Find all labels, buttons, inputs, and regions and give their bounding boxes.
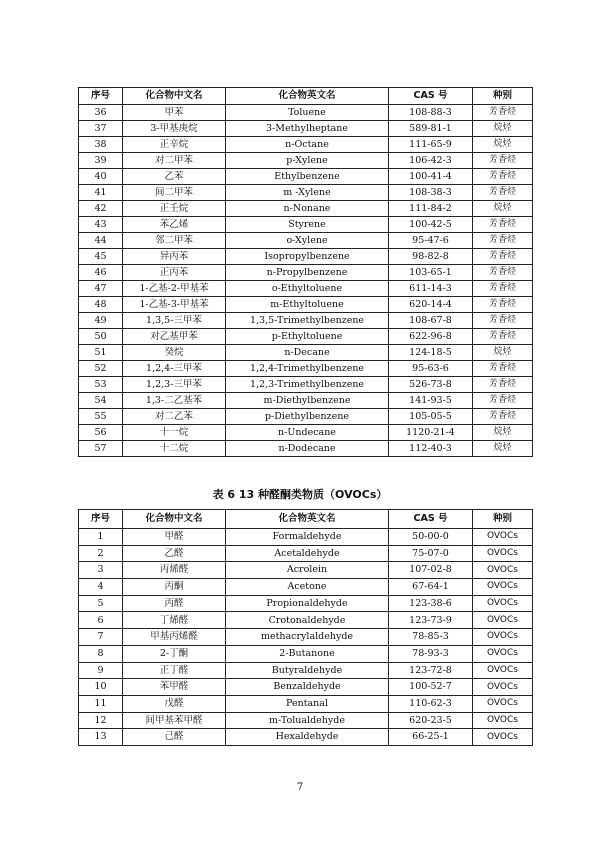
table-row xyxy=(79,137,533,153)
cell-category: 烷烃 xyxy=(473,425,533,441)
cell-english-name: Ethylbenzene xyxy=(226,169,389,185)
cell-chinese-name: 丙醛 xyxy=(123,595,226,612)
table-row xyxy=(79,233,533,249)
cell-english-name: Toluene xyxy=(226,105,389,121)
cell-chinese-name: 正丙苯 xyxy=(123,265,226,281)
cell-cas-number: 100-52-7 xyxy=(389,679,473,696)
cell-category: OVOCs xyxy=(473,562,533,579)
cell-category: 芳香烃 xyxy=(473,169,533,185)
cell-cas-number: 100-42-5 xyxy=(389,217,473,233)
table-row xyxy=(79,313,533,329)
cell-cas-number: 103-65-1 xyxy=(389,265,473,281)
cell-category: 烷烃 xyxy=(473,201,533,217)
cell-chinese-name: 乙苯 xyxy=(123,169,226,185)
cell-index: 40 xyxy=(79,169,123,185)
cell-category: 芳香烃 xyxy=(473,297,533,313)
cell-index: 1 xyxy=(79,529,123,546)
cell-category: 芳香烃 xyxy=(473,153,533,169)
cell-category: 芳香烃 xyxy=(473,393,533,409)
cell-chinese-name: 正丁醛 xyxy=(123,662,226,679)
cell-english-name: n-Octane xyxy=(226,137,389,153)
cell-chinese-name: 甲基丙烯醛 xyxy=(123,629,226,646)
cell-english-name: n-Nonane xyxy=(226,201,389,217)
cell-index: 42 xyxy=(79,201,123,217)
cell-cas-number: 611-14-3 xyxy=(389,281,473,297)
cell-cas-number: 66-25-1 xyxy=(389,729,473,746)
table-row xyxy=(79,217,533,233)
cell-chinese-name: 甲苯 xyxy=(123,105,226,121)
cell-category: 芳香烃 xyxy=(473,409,533,425)
cell-index: 9 xyxy=(79,662,123,679)
cell-index: 4 xyxy=(79,579,123,596)
cell-english-name: Acetaldehyde xyxy=(226,545,389,562)
page-number: 7 xyxy=(296,782,304,793)
cell-category: 芳香烃 xyxy=(473,377,533,393)
header-index: 序号 xyxy=(79,88,123,105)
cell-index: 7 xyxy=(79,629,123,646)
cell-index: 54 xyxy=(79,393,123,409)
cell-chinese-name: 3-甲基庚烷 xyxy=(123,121,226,137)
cell-cas-number: 123-73-9 xyxy=(389,612,473,629)
table-row xyxy=(79,265,533,281)
table-row xyxy=(79,579,533,596)
cell-english-name: Acrolein xyxy=(226,562,389,579)
cell-category: OVOCs xyxy=(473,545,533,562)
cell-category: 芳香烃 xyxy=(473,105,533,121)
cell-cas-number: 123-72-8 xyxy=(389,662,473,679)
cell-english-name: Formaldehyde xyxy=(226,529,389,546)
cell-english-name: methacrylaldehyde xyxy=(226,629,389,646)
cell-index: 50 xyxy=(79,329,123,345)
cell-index: 48 xyxy=(79,297,123,313)
cell-category: OVOCs xyxy=(473,695,533,712)
cell-index: 56 xyxy=(79,425,123,441)
cell-category: OVOCs xyxy=(473,595,533,612)
cell-cas-number: 123-38-6 xyxy=(389,595,473,612)
cell-index: 52 xyxy=(79,361,123,377)
cell-cas-number: 141-93-5 xyxy=(389,393,473,409)
cell-english-name: Hexaldehyde xyxy=(226,729,389,746)
table-header-row xyxy=(79,88,533,105)
cell-cas-number: 622-96-8 xyxy=(389,329,473,345)
cell-english-name: Pentanal xyxy=(226,695,389,712)
cell-cas-number: 106-42-3 xyxy=(389,153,473,169)
table-row xyxy=(79,409,533,425)
cell-cas-number: 108-67-8 xyxy=(389,313,473,329)
cell-english-name: 1,2,4-Trimethylbenzene xyxy=(226,361,389,377)
table-header-row xyxy=(79,510,533,529)
cell-chinese-name: 1-乙基-2-甲基苯 xyxy=(123,281,226,297)
cell-english-name: Isopropylbenzene xyxy=(226,249,389,265)
table-row xyxy=(79,529,533,546)
header-english-name: 化合物英文名 xyxy=(226,510,389,529)
table-row xyxy=(79,595,533,612)
cell-index: 8 xyxy=(79,645,123,662)
cell-chinese-name: 正壬烷 xyxy=(123,201,226,217)
cell-english-name: Butyraldehyde xyxy=(226,662,389,679)
table-row xyxy=(79,281,533,297)
header-cas-number: CAS 号 xyxy=(389,510,473,529)
cell-index: 53 xyxy=(79,377,123,393)
cell-category: 芳香烃 xyxy=(473,217,533,233)
cell-english-name: n-Undecane xyxy=(226,425,389,441)
cell-english-name: 3-Methylheptane xyxy=(226,121,389,137)
cell-chinese-name: 丙酮 xyxy=(123,579,226,596)
cell-cas-number: 620-23-5 xyxy=(389,712,473,729)
cell-chinese-name: 对二甲苯 xyxy=(123,153,226,169)
cell-chinese-name: 1,2,3-三甲苯 xyxy=(123,377,226,393)
cell-index: 43 xyxy=(79,217,123,233)
cell-cas-number: 1120-21-4 xyxy=(389,425,473,441)
table-row xyxy=(79,185,533,201)
ovocs-table xyxy=(78,509,533,746)
table-row xyxy=(79,121,533,137)
table-row xyxy=(79,712,533,729)
cell-index: 57 xyxy=(79,441,123,457)
cell-chinese-name: 乙醛 xyxy=(123,545,226,562)
cell-chinese-name: 甲醛 xyxy=(123,529,226,546)
cell-cas-number: 100-41-4 xyxy=(389,169,473,185)
cell-cas-number: 50-00-0 xyxy=(389,529,473,546)
table-row xyxy=(79,695,533,712)
cell-category: 烷烃 xyxy=(473,441,533,457)
cell-cas-number: 124-18-5 xyxy=(389,345,473,361)
cell-category: 芳香烃 xyxy=(473,361,533,377)
cell-cas-number: 111-65-9 xyxy=(389,137,473,153)
cell-chinese-name: 苯乙烯 xyxy=(123,217,226,233)
cell-category: 芳香烃 xyxy=(473,265,533,281)
cell-chinese-name: 间甲基苯甲醛 xyxy=(123,712,226,729)
cell-index: 47 xyxy=(79,281,123,297)
cell-chinese-name: 丁烯醛 xyxy=(123,612,226,629)
compound-table-continued xyxy=(78,87,533,457)
cell-index: 2 xyxy=(79,545,123,562)
table-row xyxy=(79,612,533,629)
cell-chinese-name: 间二甲苯 xyxy=(123,185,226,201)
cell-english-name: m -Xylene xyxy=(226,185,389,201)
header-chinese-name: 化合物中文名 xyxy=(123,510,226,529)
cell-index: 39 xyxy=(79,153,123,169)
cell-chinese-name: 1,2,4-三甲苯 xyxy=(123,361,226,377)
table-row xyxy=(79,645,533,662)
cell-chinese-name: 对乙基甲苯 xyxy=(123,329,226,345)
cell-english-name: p-Xylene xyxy=(226,153,389,169)
cell-cas-number: 526-73-8 xyxy=(389,377,473,393)
table-row xyxy=(79,153,533,169)
table-row xyxy=(79,329,533,345)
cell-index: 6 xyxy=(79,612,123,629)
cell-index: 37 xyxy=(79,121,123,137)
cell-cas-number: 78-85-3 xyxy=(389,629,473,646)
cell-chinese-name: 苯甲醛 xyxy=(123,679,226,696)
cell-category: OVOCs xyxy=(473,579,533,596)
cell-cas-number: 110-62-3 xyxy=(389,695,473,712)
cell-cas-number: 108-38-3 xyxy=(389,185,473,201)
cell-english-name: o-Xylene xyxy=(226,233,389,249)
cell-cas-number: 75-07-0 xyxy=(389,545,473,562)
cell-english-name: 1,2,3-Trimethylbenzene xyxy=(226,377,389,393)
cell-cas-number: 105-05-5 xyxy=(389,409,473,425)
cell-cas-number: 112-40-3 xyxy=(389,441,473,457)
cell-index: 3 xyxy=(79,562,123,579)
cell-index: 51 xyxy=(79,345,123,361)
cell-index: 11 xyxy=(79,695,123,712)
cell-chinese-name: 1,3-二乙基苯 xyxy=(123,393,226,409)
cell-category: 烷烃 xyxy=(473,345,533,361)
cell-chinese-name: 丙烯醛 xyxy=(123,562,226,579)
cell-chinese-name: 己醛 xyxy=(123,729,226,746)
cell-chinese-name: 对二乙苯 xyxy=(123,409,226,425)
cell-cas-number: 78-93-3 xyxy=(389,645,473,662)
cell-category: OVOCs xyxy=(473,645,533,662)
cell-category: OVOCs xyxy=(473,729,533,746)
cell-category: OVOCs xyxy=(473,629,533,646)
table-row xyxy=(79,345,533,361)
header-chinese-name: 化合物中文名 xyxy=(123,88,226,105)
cell-index: 44 xyxy=(79,233,123,249)
table-row xyxy=(79,425,533,441)
cell-chinese-name: 1,3,5-三甲苯 xyxy=(123,313,226,329)
header-category: 种别 xyxy=(473,510,533,529)
cell-category: 芳香烃 xyxy=(473,329,533,345)
cell-category: OVOCs xyxy=(473,529,533,546)
cell-cas-number: 67-64-1 xyxy=(389,579,473,596)
cell-category: 芳香烃 xyxy=(473,233,533,249)
table-row xyxy=(79,441,533,457)
cell-english-name: p-Diethylbenzene xyxy=(226,409,389,425)
cell-english-name: m-Tolualdehyde xyxy=(226,712,389,729)
cell-cas-number: 111-84-2 xyxy=(389,201,473,217)
cell-cas-number: 589-81-1 xyxy=(389,121,473,137)
table-row xyxy=(79,169,533,185)
cell-chinese-name: 异丙苯 xyxy=(123,249,226,265)
cell-category: 烷烃 xyxy=(473,137,533,153)
cell-cas-number: 95-47-6 xyxy=(389,233,473,249)
cell-english-name: Propionaldehyde xyxy=(226,595,389,612)
cell-chinese-name: 邻二甲苯 xyxy=(123,233,226,249)
table-row xyxy=(79,377,533,393)
cell-chinese-name: 正辛烷 xyxy=(123,137,226,153)
table-row xyxy=(79,545,533,562)
table-row xyxy=(79,679,533,696)
cell-cas-number: 95-63-6 xyxy=(389,361,473,377)
cell-index: 45 xyxy=(79,249,123,265)
table-row xyxy=(79,629,533,646)
header-category: 种别 xyxy=(473,88,533,105)
cell-category: OVOCs xyxy=(473,679,533,696)
header-index: 序号 xyxy=(79,510,123,529)
table-row xyxy=(79,297,533,313)
cell-english-name: 1,3,5-Trimethylbenzene xyxy=(226,313,389,329)
cell-category: OVOCs xyxy=(473,712,533,729)
table-row xyxy=(79,393,533,409)
cell-chinese-name: 十二烷 xyxy=(123,441,226,457)
cell-chinese-name: 戊醛 xyxy=(123,695,226,712)
cell-cas-number: 107-02-8 xyxy=(389,562,473,579)
cell-english-name: n-Dodecane xyxy=(226,441,389,457)
cell-index: 49 xyxy=(79,313,123,329)
cell-cas-number: 620-14-4 xyxy=(389,297,473,313)
cell-english-name: p-Ethyltoluene xyxy=(226,329,389,345)
cell-index: 46 xyxy=(79,265,123,281)
cell-english-name: n-Decane xyxy=(226,345,389,361)
table-row xyxy=(79,201,533,217)
cell-category: 芳香烃 xyxy=(473,185,533,201)
cell-index: 5 xyxy=(79,595,123,612)
cell-index: 36 xyxy=(79,105,123,121)
cell-english-name: 2-Butanone xyxy=(226,645,389,662)
cell-index: 41 xyxy=(79,185,123,201)
header-cas-number: CAS 号 xyxy=(389,88,473,105)
cell-chinese-name: 1-乙基-3-甲基苯 xyxy=(123,297,226,313)
cell-category: 芳香烃 xyxy=(473,249,533,265)
header-english-name: 化合物英文名 xyxy=(226,88,389,105)
cell-index: 10 xyxy=(79,679,123,696)
cell-english-name: m-Ethyltoluene xyxy=(226,297,389,313)
table-row xyxy=(79,105,533,121)
cell-english-name: n-Propylbenzene xyxy=(226,265,389,281)
table-row xyxy=(79,729,533,746)
table-row xyxy=(79,662,533,679)
cell-index: 13 xyxy=(79,729,123,746)
cell-index: 38 xyxy=(79,137,123,153)
table-row xyxy=(79,361,533,377)
cell-english-name: Crotonaldehyde xyxy=(226,612,389,629)
table-row xyxy=(79,249,533,265)
cell-english-name: Acetone xyxy=(226,579,389,596)
cell-category: OVOCs xyxy=(473,612,533,629)
cell-english-name: m-Diethylbenzene xyxy=(226,393,389,409)
cell-chinese-name: 2-丁酮 xyxy=(123,645,226,662)
cell-english-name: o-Ethyltoluene xyxy=(226,281,389,297)
table-row xyxy=(79,562,533,579)
cell-category: 烷烃 xyxy=(473,121,533,137)
cell-index: 12 xyxy=(79,712,123,729)
cell-chinese-name: 癸烷 xyxy=(123,345,226,361)
cell-english-name: Benzaldehyde xyxy=(226,679,389,696)
cell-english-name: Styrene xyxy=(226,217,389,233)
cell-category: 芳香烃 xyxy=(473,281,533,297)
table-caption: 表 6 13 种醛酮类物质（OVOCs） xyxy=(212,488,388,501)
cell-index: 55 xyxy=(79,409,123,425)
cell-cas-number: 98-82-8 xyxy=(389,249,473,265)
cell-category: 芳香烃 xyxy=(473,313,533,329)
cell-category: OVOCs xyxy=(473,662,533,679)
cell-cas-number: 108-88-3 xyxy=(389,105,473,121)
cell-chinese-name: 十一烷 xyxy=(123,425,226,441)
